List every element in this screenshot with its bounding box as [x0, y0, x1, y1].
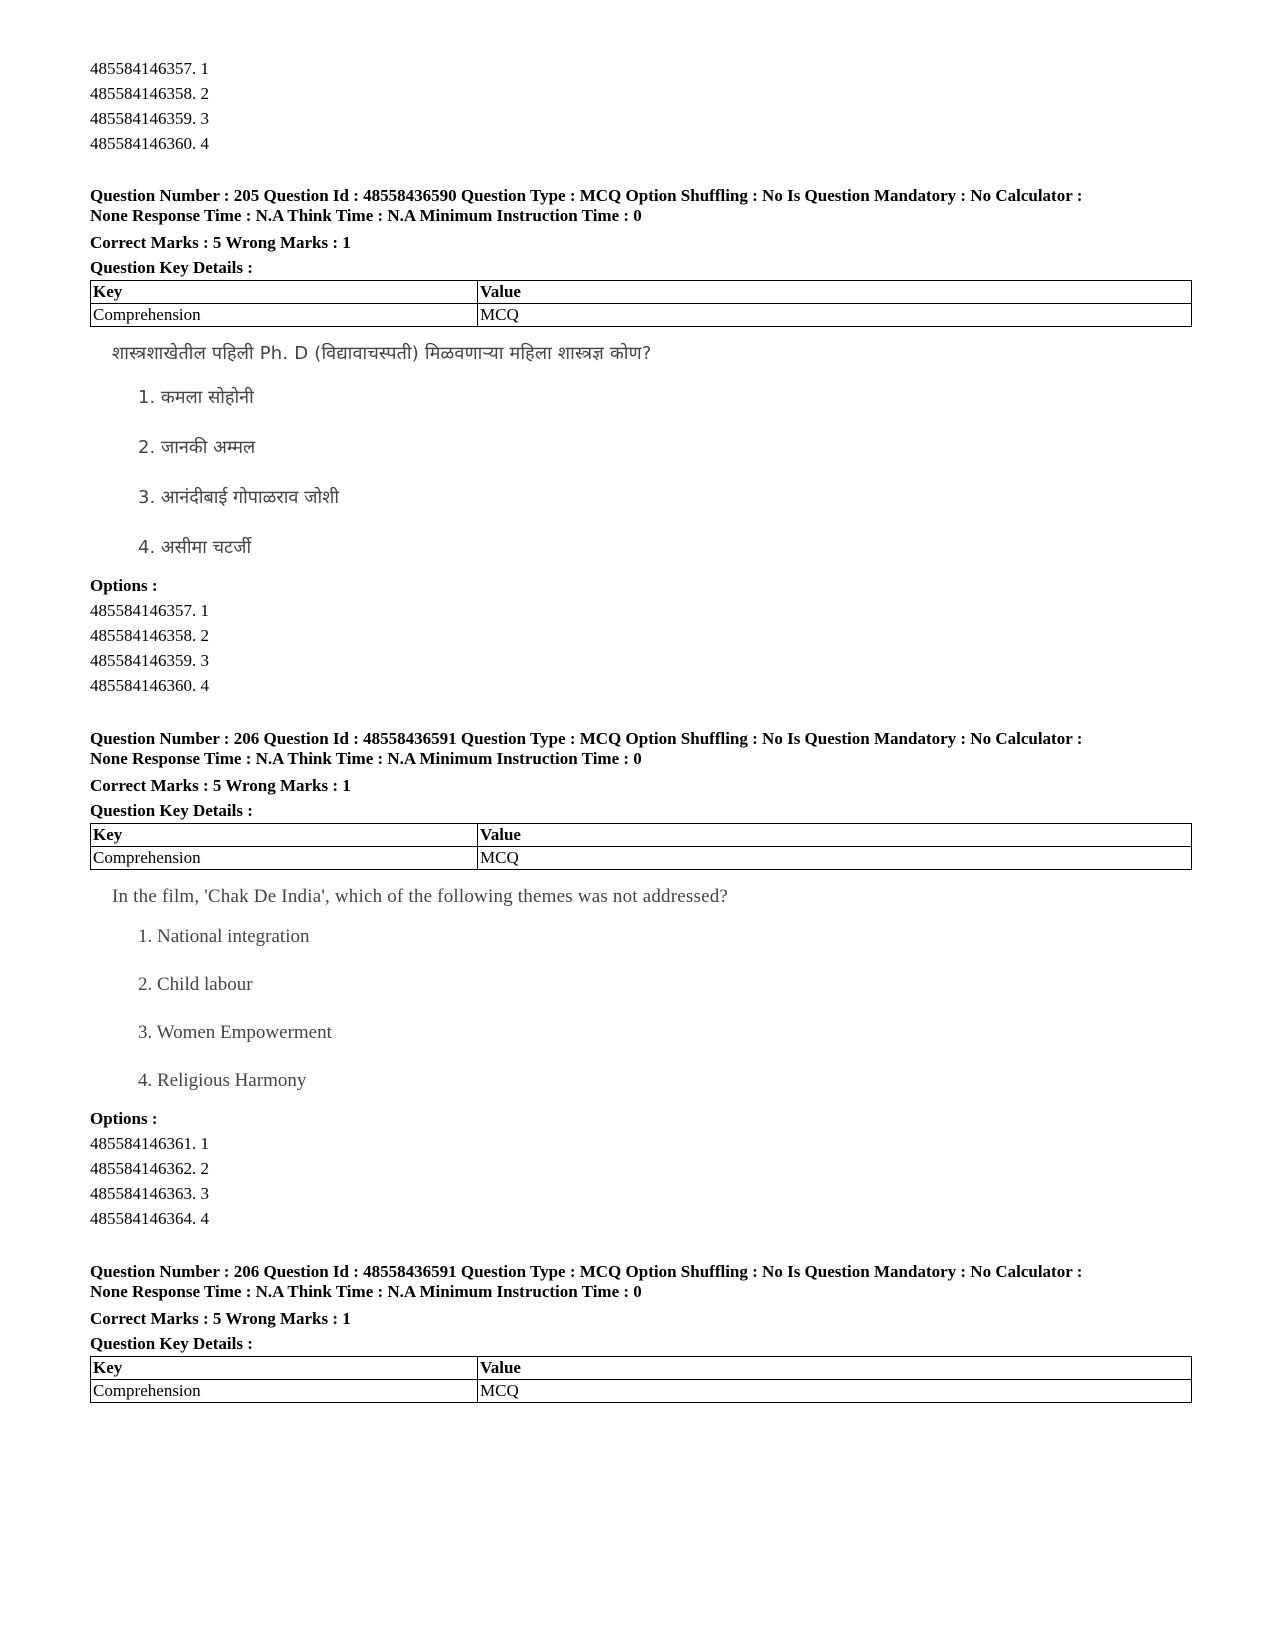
- question-meta-line1: Question Number : 206 Question Id : 48558436591 Question Type : MCQ Option Shuffling : No Is Question Mandatory : No Calculator :: [90, 1262, 1083, 1281]
- option-id: 485584146363. 3: [90, 1184, 209, 1203]
- option-id: 485584146358. 2: [90, 626, 209, 645]
- options-label: Options :: [90, 1109, 158, 1128]
- question-image: [112, 884, 1200, 1094]
- question-block-205: [90, 186, 1200, 698]
- key-details-table: [90, 280, 1192, 327]
- options-list-top: [90, 56, 1200, 156]
- choice-item: 1. National integration: [138, 926, 310, 947]
- choice-item: 4. असीमा चटर्जी: [138, 537, 252, 558]
- value-cell: MCQ: [478, 1380, 1192, 1403]
- choice-item: 1. कमला सोहोनी: [138, 387, 254, 408]
- question-meta-line1: Question Number : 206 Question Id : 48558436591 Question Type : MCQ Option Shuffling : No Is Question Mandatory : No Calculator :: [90, 729, 1083, 748]
- key-header: Key: [91, 824, 478, 847]
- document-page: [90, 56, 1200, 1434]
- question-header: [90, 729, 1195, 769]
- option-id: 485584146361. 1: [90, 1134, 209, 1153]
- option-id: 485584146360. 4: [90, 134, 209, 153]
- question-text: शास्त्रशाखेतील पहिली Ph. D (विद्यावाचस्पती) मिळवणाऱ्या महिला शास्त्रज्ञ कोण?: [112, 343, 652, 364]
- question-block-206: [90, 729, 1200, 1231]
- choice-item: 3. Women Empowerment: [138, 1022, 332, 1043]
- question-meta-line2: None Response Time : N.A Think Time : N.A Minimum Instruction Time : 0: [90, 749, 642, 768]
- option-id: 485584146357. 1: [90, 601, 209, 620]
- choice-item: 2. Child labour: [138, 974, 253, 995]
- question-text: In the film, 'Chak De India', which of the following themes was not addressed?: [112, 886, 729, 907]
- marks-line: Correct Marks : 5 Wrong Marks : 1: [90, 233, 351, 252]
- question-header: [90, 186, 1195, 226]
- option-id: 485584146364. 4: [90, 1209, 209, 1228]
- value-header: Value: [478, 1357, 1192, 1380]
- value-cell: MCQ: [478, 304, 1192, 327]
- question-meta-line2: None Response Time : N.A Think Time : N.A Minimum Instruction Time : 0: [90, 1282, 642, 1301]
- key-details-label: Question Key Details :: [90, 1334, 253, 1353]
- question-block-206-repeat: [90, 1262, 1200, 1403]
- key-header: Key: [91, 281, 478, 304]
- question-header: [90, 1262, 1195, 1302]
- choice-item: 4. Religious Harmony: [138, 1070, 307, 1091]
- question-meta-line2: None Response Time : N.A Think Time : N.A Minimum Instruction Time : 0: [90, 206, 642, 225]
- question-image: [112, 341, 1200, 561]
- marks-line: Correct Marks : 5 Wrong Marks : 1: [90, 776, 351, 795]
- key-header: Key: [91, 1357, 478, 1380]
- choice-item: 2. जानकी अम्मल: [138, 437, 256, 458]
- key-cell: Comprehension: [91, 304, 478, 327]
- value-cell: MCQ: [478, 847, 1192, 870]
- option-id: 485584146357. 1: [90, 59, 209, 78]
- value-header: Value: [478, 824, 1192, 847]
- key-cell: Comprehension: [91, 1380, 478, 1403]
- key-details-table: [90, 823, 1192, 870]
- key-cell: Comprehension: [91, 847, 478, 870]
- option-id: 485584146362. 2: [90, 1159, 209, 1178]
- options-label: Options :: [90, 576, 158, 595]
- option-id: 485584146359. 3: [90, 651, 209, 670]
- choice-item: 3. आनंदीबाई गोपाळराव जोशी: [138, 487, 340, 508]
- option-id: 485584146359. 3: [90, 109, 209, 128]
- value-header: Value: [478, 281, 1192, 304]
- option-id: 485584146358. 2: [90, 84, 209, 103]
- option-id: 485584146360. 4: [90, 676, 209, 695]
- key-details-label: Question Key Details :: [90, 801, 253, 820]
- marks-line: Correct Marks : 5 Wrong Marks : 1: [90, 1309, 351, 1328]
- question-meta-line1: Question Number : 205 Question Id : 48558436590 Question Type : MCQ Option Shuffling : No Is Question Mandatory : No Calculator :: [90, 186, 1083, 205]
- key-details-table: [90, 1356, 1192, 1403]
- key-details-label: Question Key Details :: [90, 258, 253, 277]
